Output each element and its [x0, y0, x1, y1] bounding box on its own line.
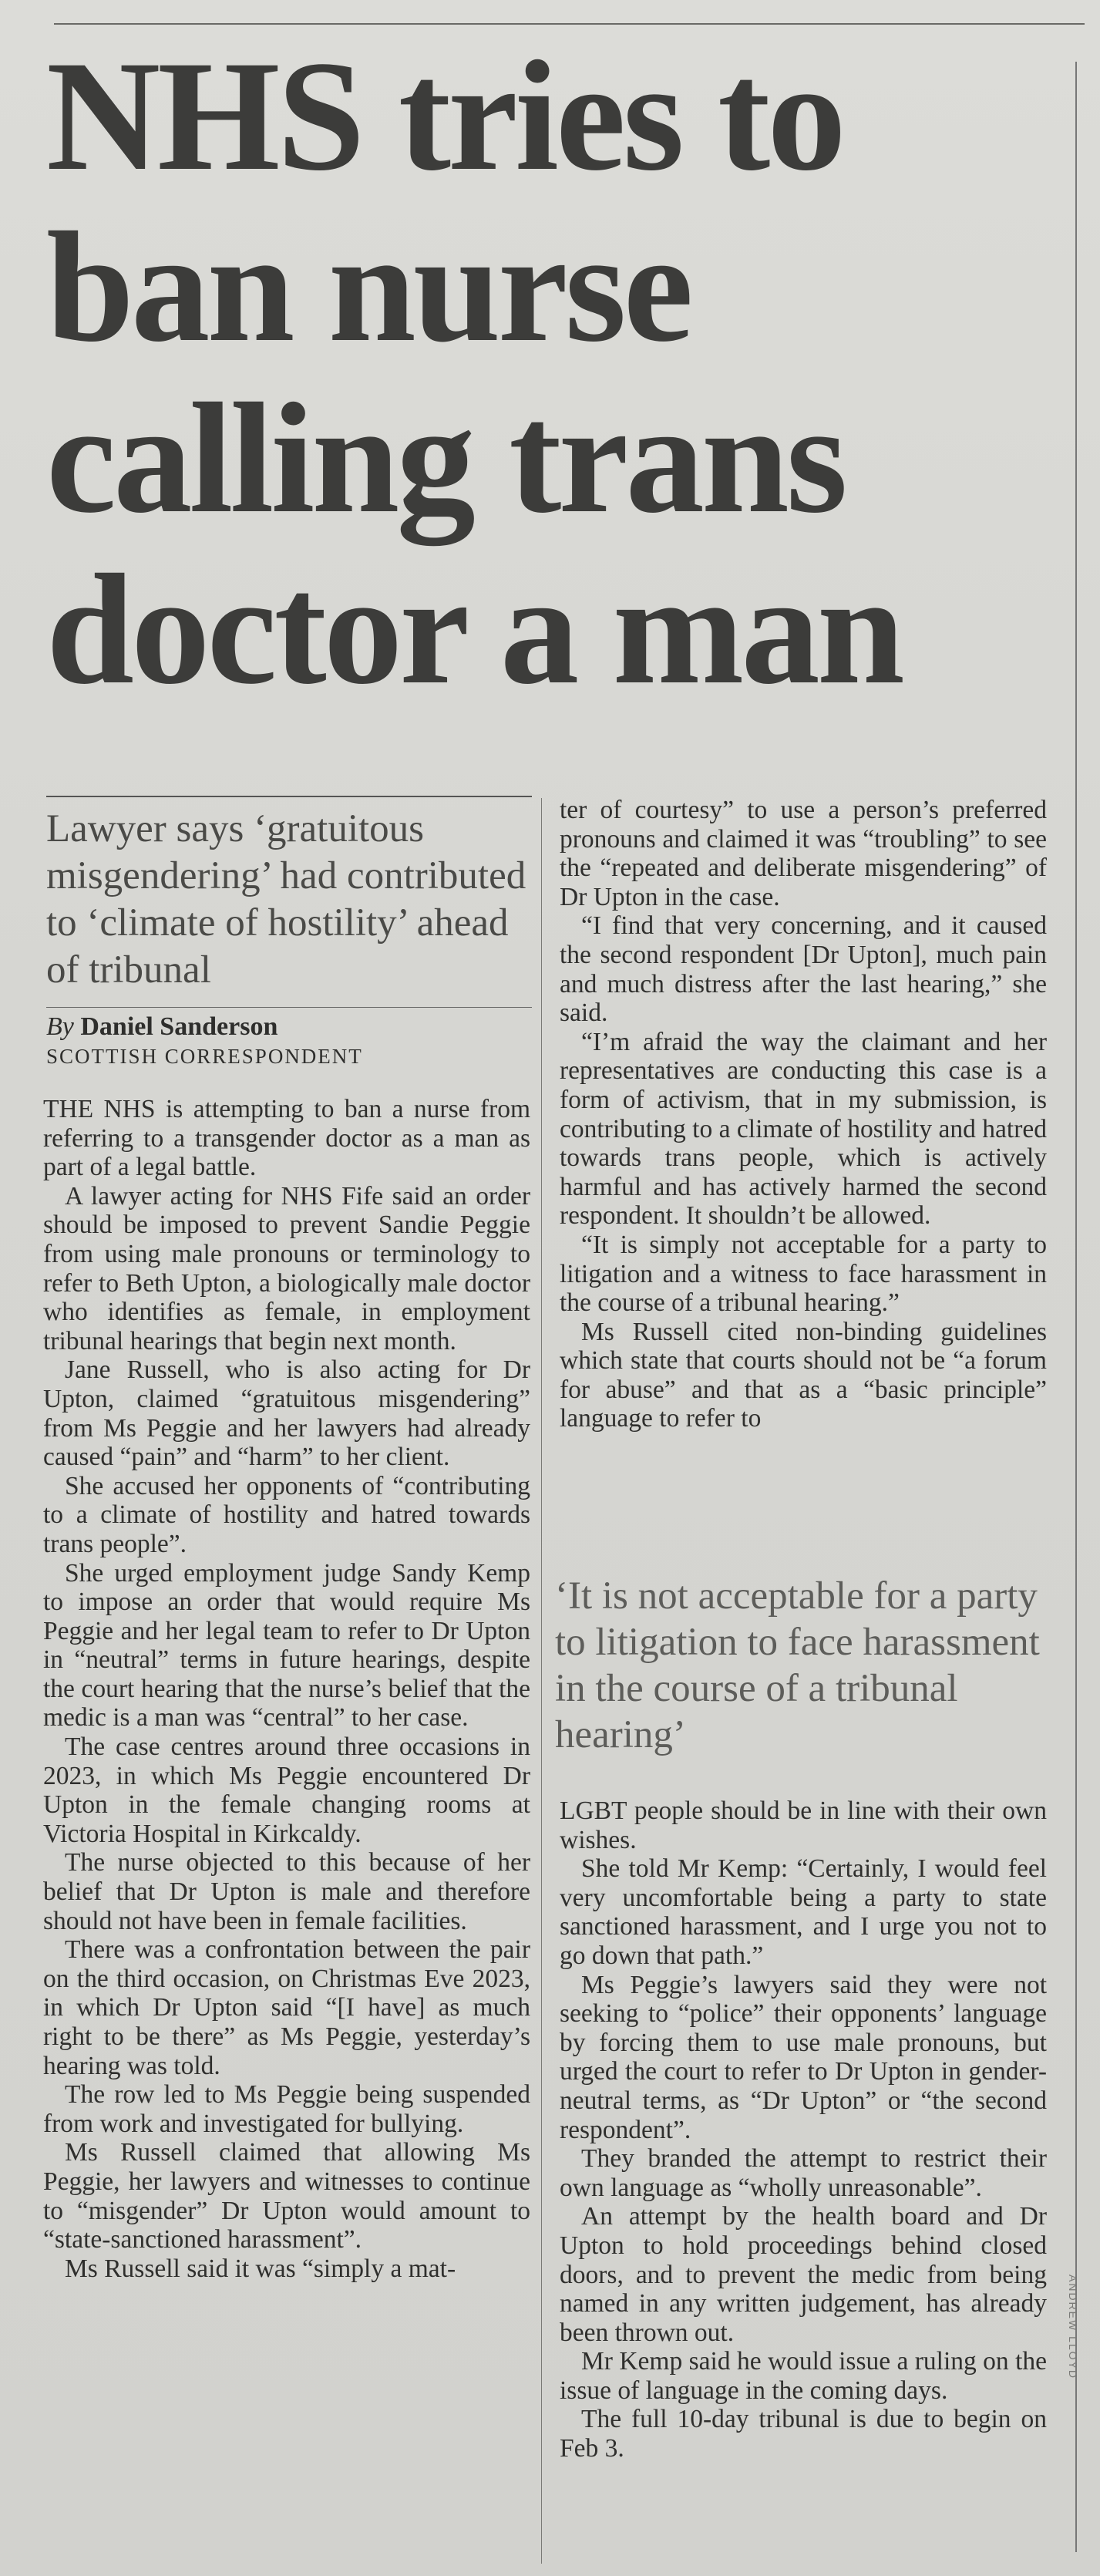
photo-credit: ANDREW LLOYD — [1067, 2275, 1079, 2380]
article-paragraph: Ms Russell claimed that allowing Ms Peggie, her lawyers and witnesses to continue to “misgender” Dr Upton would amount to “state-sanctioned harassment”. — [43, 2138, 530, 2254]
article-paragraph: She accused her opponents of “contributing to a climate of hostility and hatred towards trans people”. — [43, 1471, 530, 1558]
headline: NHS tries to ban nurse calling trans doctor a man — [46, 29, 902, 717]
article-column-2-bottom — [560, 1796, 1047, 2463]
column-edge-rule — [1075, 62, 1077, 2552]
article-paragraph: A lawyer acting for NHS Fife said an order should be imposed to prevent Sandie Peggie from using male pronouns or terminology to refer to Beth Upton, a biologically male doctor who identifies as female, in employment tribunal hearings that begin next month. — [43, 1181, 530, 1355]
article-paragraph: ter of courtesy” to use a person’s preferred pronouns and claimed it was “troubling” to see the “repeated and deliberate misgendering” of Dr Upton in the case. — [560, 796, 1047, 911]
pull-quote: ‘It is not acceptable for a party to litigation to face harassment in the course of a tribunal hearing’ — [555, 1574, 1040, 1756]
article-paragraph: Ms Peggie’s lawyers said they were not seeking to “police” their opponents’ language by forcing them to use male pronouns, but urged the court to refer to Dr Upton in gender-neutral terms, as “Dr Upton” or “the second respondent”. — [560, 1970, 1047, 2144]
article-paragraph: THE NHS is attempting to ban a nurse from referring to a transgender doctor as a man as part of a legal battle. — [43, 1095, 530, 1182]
article-column-2-top — [560, 796, 1047, 1433]
article-paragraph: Mr Kemp said he would issue a ruling on the issue of language in the coming days. — [560, 2347, 1047, 2405]
byline — [46, 1012, 540, 1070]
article-paragraph: The row led to Ms Peggie being suspended from work and investigated for bullying. — [43, 2080, 530, 2138]
byline-author: Daniel Sanderson — [80, 1012, 278, 1041]
standfirst-rule-top — [46, 796, 532, 797]
article-paragraph: She urged employment judge Sandy Kemp to impose an order that would require Ms Peggie and her legal team to refer to Dr Upton in “neutral” terms in future hearings, despite the court hearing that the nurse’s belief that the medic is a man was “central” to her case. — [43, 1558, 530, 1732]
standfirst-rule-bottom — [46, 1007, 532, 1008]
article-paragraph: The nurse objected to this because of her belief that Dr Upton is male and therefore should not have been in female facilities. — [43, 1848, 530, 1935]
article-paragraph: LGBT people should be in line with their own wishes. — [560, 1796, 1047, 1854]
article-paragraph: The full 10-day tribunal is due to begin on Feb 3. — [560, 2405, 1047, 2463]
standfirst: Lawyer says ‘gratuitous misgendering’ had contributed to ‘climate of hostility’ ahead of tribunal — [46, 807, 526, 992]
top-rule — [54, 23, 1085, 25]
byline-role: SCOTTISH CORRESPONDENT — [46, 1045, 363, 1068]
article-paragraph: “It is simply not acceptable for a party to litigation and a witness to face harassment in the course of a tribunal hearing.” — [560, 1230, 1047, 1318]
column-divider — [541, 798, 542, 2564]
article-paragraph: The case centres around three occasions in 2023, in which Ms Peggie encountered Dr Upton in the female changing rooms at Victoria Hospital in Kirkcaldy. — [43, 1732, 530, 1848]
article-paragraph: “I’m afraid the way the claimant and her representatives are conducting this case is a form of activism, that in my submission, is contributing to a climate of hostility and hatred towards trans people, which is actively harmful and has actively harmed the second respondent. It shouldn’t be allowed. — [560, 1027, 1047, 1231]
article-paragraph: She told Mr Kemp: “Certainly, I would feel very uncomfortable being a party to state sanctioned harassment, and I urge you not to go down that path.” — [560, 1854, 1047, 1970]
article-paragraph: An attempt by the health board and Dr Upton to hold proceedings behind closed doors, and to prevent the medic from being named in any written judgement, has already been thrown out. — [560, 2202, 1047, 2347]
article-paragraph: Ms Russell said it was “simply a mat- — [65, 2254, 456, 2283]
article-paragraph: Ms Russell cited non-binding guidelines which state that courts should not be “a forum for abuse” and that as a “basic principle” language to refer to — [560, 1317, 1047, 1433]
article-paragraph: Jane Russell, who is also acting for Dr Upton, claimed “gratuitous misgendering” from Ms Peggie and her lawyers had already caused “pain” and “harm” to her client. — [43, 1355, 530, 1472]
article-paragraph: There was a confrontation between the pair on the third occasion, on Christmas Eve 2023, in which Dr Upton said “[I have] as much right to be there” as Ms Peggie, yesterday’s hearing was told. — [43, 1935, 530, 2080]
article-paragraph: They branded the attempt to restrict their own language as “wholly unreasonable”. — [560, 2144, 1047, 2202]
article-column-1 — [43, 1095, 530, 2283]
article-paragraph: “I find that very concerning, and it caused the second respondent [Dr Upton], much pain and much distress after the last hearing,” she said. — [560, 911, 1047, 1028]
byline-by: By — [46, 1012, 74, 1041]
